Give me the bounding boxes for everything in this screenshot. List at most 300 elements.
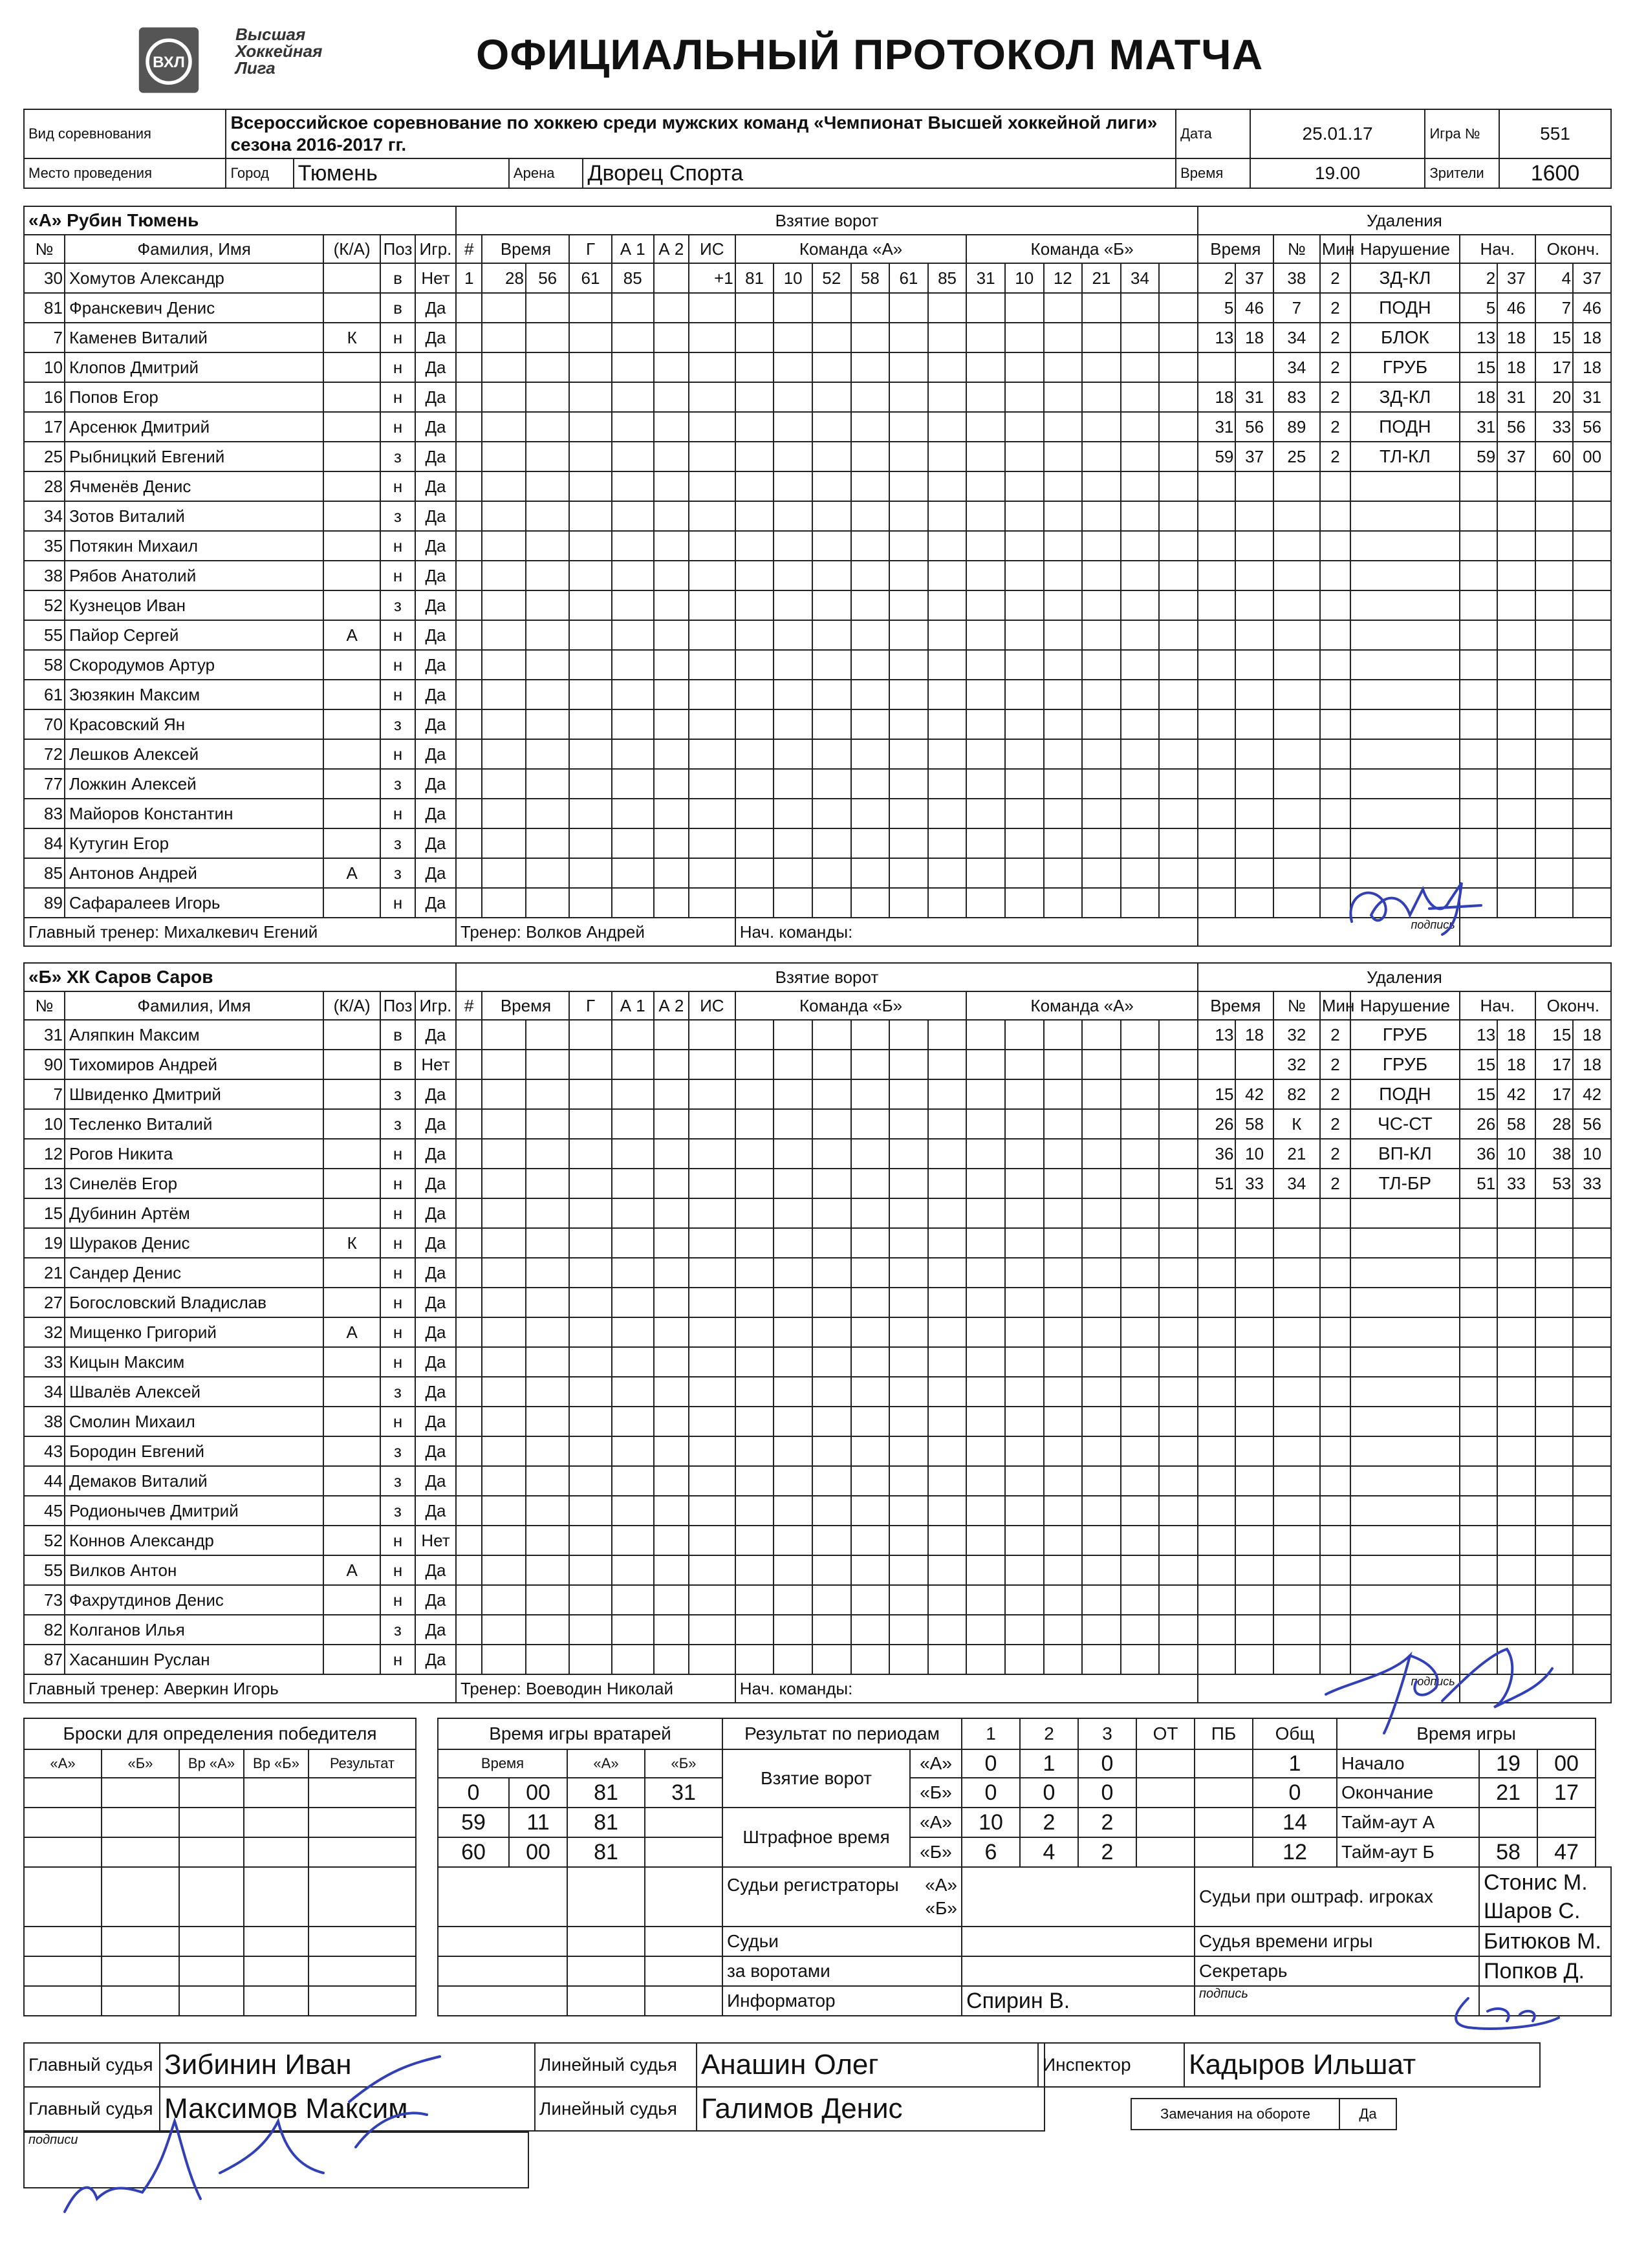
goal-scorer [569, 1555, 611, 1585]
col-goal-scorer: Г [569, 991, 611, 1020]
goal-assist-1 [612, 412, 654, 442]
col-situation: ИС [689, 991, 735, 1020]
goal-own-player [851, 1079, 890, 1109]
goal-own-player [735, 501, 774, 531]
goal-own-player [735, 1526, 774, 1555]
col-pen-violation: Нарушение [1350, 235, 1460, 263]
goal-own-player [889, 323, 928, 352]
goal-second [526, 1347, 569, 1377]
penalty-end-sec [1573, 1466, 1611, 1496]
penalty-start-min [1460, 1347, 1497, 1377]
goal-situation [689, 858, 735, 888]
goalie-row-2-b [645, 1808, 722, 1837]
goal-own-player [851, 1585, 890, 1615]
goal-assist-1 [612, 352, 654, 382]
goal-opp-player [1121, 323, 1160, 352]
goal-second [526, 1139, 569, 1169]
penalty-start-min [1460, 828, 1497, 858]
goal-opp-player [1044, 1079, 1083, 1109]
goal-minute [482, 1139, 525, 1169]
player-number: 89 [24, 888, 65, 918]
player-role [323, 293, 380, 323]
goal-opp-player [1121, 1079, 1160, 1109]
goal-index [456, 1496, 482, 1526]
goal-own-player [774, 1288, 812, 1317]
goal-assist-1 [612, 799, 654, 828]
penalty-minutes [1320, 1555, 1350, 1585]
goal-second [526, 1466, 569, 1496]
logo-text-line: Хоккейная [235, 41, 323, 61]
penalty-player [1273, 858, 1320, 888]
goal-own-player [812, 293, 851, 323]
player-role [323, 709, 380, 739]
penalty-minute: 18 [1198, 382, 1235, 412]
penalty-second [1235, 828, 1273, 858]
penalty-second [1235, 1526, 1273, 1555]
goal-minute [482, 293, 525, 323]
goal-assist-1 [612, 561, 654, 590]
goal-opp-player [1159, 382, 1198, 412]
goal-situation [689, 1347, 735, 1377]
penalty-start-sec [1497, 709, 1535, 739]
penalty-player [1273, 1317, 1320, 1347]
goal-own-player [774, 590, 812, 620]
penalty-end-min [1535, 1198, 1573, 1228]
penalty-minute: 36 [1198, 1139, 1235, 1169]
goal-own-player [735, 1347, 774, 1377]
goal-index [456, 828, 482, 858]
goal-own-player [812, 1109, 851, 1139]
penalty-minutes: 2 [1320, 323, 1350, 352]
player-role [323, 769, 380, 799]
penalty-minutes: 2 [1320, 352, 1350, 382]
goal-own-player [928, 1020, 967, 1050]
player-played: Да [415, 888, 456, 918]
goal-opp-player [1159, 828, 1198, 858]
goal-own-player [774, 858, 812, 888]
logo-text-line: Лига [235, 58, 276, 78]
goal-opp-player [1005, 442, 1044, 471]
player-role [323, 1020, 380, 1050]
penalty-player: 34 [1273, 352, 1320, 382]
penalty-start-sec [1497, 1407, 1535, 1436]
player-played: Да [415, 1347, 456, 1377]
goal-opp-player [1159, 1496, 1198, 1526]
penalty-player [1273, 1288, 1320, 1317]
goal-opp-player [1044, 323, 1083, 352]
goal-second [526, 858, 569, 888]
goal-opp-player [1121, 1228, 1160, 1258]
goal-opp-player [1159, 680, 1198, 709]
goal-index [456, 1288, 482, 1317]
goal-own-player [774, 323, 812, 352]
goal-own-player [774, 650, 812, 680]
goal-minute [482, 769, 525, 799]
penalty-violation: ГРУБ [1350, 352, 1460, 382]
goal-opp-player [1005, 1436, 1044, 1466]
player-name: Мищенко Григорий [65, 1317, 323, 1347]
player-number: 21 [24, 1258, 65, 1288]
goal-opp-player [1159, 352, 1198, 382]
player-role [323, 1347, 380, 1377]
table-row [24, 1079, 1611, 1109]
penalty-end-sec [1573, 1436, 1611, 1466]
player-number: 52 [24, 590, 65, 620]
penalties-header: Удаления [1198, 963, 1611, 991]
penalty-violation [1350, 709, 1460, 739]
goal-own-player [735, 1555, 774, 1585]
penalty-start-sec [1497, 680, 1535, 709]
goalie-row-3-a: 81 [567, 1837, 645, 1867]
goal-assist-2 [654, 1020, 689, 1050]
goal-own-player [812, 1436, 851, 1466]
game-time-title: Время игры [1337, 1718, 1596, 1749]
player-number: 87 [24, 1645, 65, 1674]
penalty-end-sec: 10 [1573, 1139, 1611, 1169]
player-name: Аляпкин Максим [65, 1020, 323, 1050]
goal-opp-player [966, 590, 1005, 620]
goal-own-player [735, 412, 774, 442]
penalty-minutes [1320, 799, 1350, 828]
player-number: 17 [24, 412, 65, 442]
goal-opp-player [1159, 620, 1198, 650]
penalty-minutes: 2 [1320, 1020, 1350, 1050]
goal-minute [482, 858, 525, 888]
goal-minute [482, 1555, 525, 1585]
goal-opp-player [1082, 888, 1121, 918]
goal-assist-2 [654, 858, 689, 888]
penalty-second [1235, 769, 1273, 799]
goal-own-player [851, 442, 890, 471]
referee-signatures-icon [52, 2044, 453, 2225]
penalty-player [1273, 1228, 1320, 1258]
player-position: з [380, 709, 415, 739]
player-position: н [380, 412, 415, 442]
goal-scorer [569, 1198, 611, 1228]
goal-situation [689, 323, 735, 352]
goal-opp-player [966, 650, 1005, 680]
penalty-minute [1198, 709, 1235, 739]
goal-own-player [851, 1466, 890, 1496]
goal-own-player [851, 828, 890, 858]
goal-opp-player [1159, 1169, 1198, 1198]
player-position: н [380, 561, 415, 590]
goal-index [456, 1317, 482, 1347]
goal-own-player [735, 1258, 774, 1288]
goal-own-player [928, 1526, 967, 1555]
penalty-end-sec: 18 [1573, 1020, 1611, 1050]
goal-index [456, 293, 482, 323]
goal-assist-2 [654, 1288, 689, 1317]
period-pim-a-3: 2 [1078, 1808, 1136, 1837]
penalty-minute: 15 [1198, 1079, 1235, 1109]
penalty-start-min: 51 [1460, 1169, 1497, 1198]
col-pen-start: Нач. [1460, 991, 1535, 1020]
player-played: Да [415, 858, 456, 888]
goal-opp-player [1082, 1288, 1121, 1317]
penalty-end-sec [1573, 1526, 1611, 1555]
goal-own-player [889, 501, 928, 531]
player-role [323, 680, 380, 709]
col-team-opp: Команда «А» [966, 991, 1198, 1020]
player-role [323, 1258, 380, 1288]
penalty-minutes [1320, 739, 1350, 769]
goal-second [526, 1109, 569, 1139]
penalty-minutes [1320, 1436, 1350, 1466]
penalty-violation [1350, 1198, 1460, 1228]
table-row [24, 531, 1611, 561]
player-played: Да [415, 1466, 456, 1496]
goal-opp-player [1005, 1555, 1044, 1585]
goal-assist-2 [654, 1585, 689, 1615]
goal-own-player [889, 382, 928, 412]
goal-opp-player [966, 1079, 1005, 1109]
penalty-end-min: 15 [1535, 323, 1573, 352]
goal-second [526, 1555, 569, 1585]
goal-scorer [569, 828, 611, 858]
goal-assist-2 [654, 620, 689, 650]
goal-opp-player [1005, 1288, 1044, 1317]
penalty-judges-label: Судьи при оштраф. игроках [1195, 1867, 1479, 1927]
penalty-start-sec: 10 [1497, 1139, 1535, 1169]
player-number: 27 [24, 1288, 65, 1317]
player-position: з [380, 442, 415, 471]
goal-own-player [735, 1198, 774, 1228]
goal-assist-1 [612, 1169, 654, 1198]
goal-assist-1 [612, 739, 654, 769]
player-number: 33 [24, 1347, 65, 1377]
goal-opp-player [1159, 858, 1198, 888]
goal-opp-player [1121, 888, 1160, 918]
goal-opp-player [1159, 590, 1198, 620]
goal-index [456, 1347, 482, 1377]
goal-minute [482, 1020, 525, 1050]
penalty-second: 10 [1235, 1139, 1273, 1169]
player-role: К [323, 323, 380, 352]
player-name: Родионычев Дмитрий [65, 1496, 323, 1526]
penalty-end-sec: 18 [1573, 1050, 1611, 1079]
penalty-minute [1198, 1228, 1235, 1258]
col-played: Игр. [415, 991, 456, 1020]
goal-opp-player [1082, 1317, 1121, 1347]
goal-minute [482, 650, 525, 680]
col-pos: Поз [380, 991, 415, 1020]
goal-own-player: 61 [889, 263, 928, 293]
goal-own-player [812, 1496, 851, 1526]
goal-minute [482, 828, 525, 858]
penalty-start-sec: 18 [1497, 323, 1535, 352]
col-assist-2: А 2 [654, 235, 689, 263]
player-name: Смолин Михаил [65, 1407, 323, 1436]
goal-second [526, 1317, 569, 1347]
goal-opp-player [1005, 888, 1044, 918]
goal-situation [689, 1020, 735, 1050]
goal-opp-player [966, 1466, 1005, 1496]
table-row [24, 709, 1611, 739]
player-name: Кицын Максим [65, 1347, 323, 1377]
penalty-minutes [1320, 620, 1350, 650]
goal-own-player [889, 1585, 928, 1615]
goal-own-player [774, 888, 812, 918]
goal-scorer [569, 799, 611, 828]
penalty-violation [1350, 739, 1460, 769]
goal-index [456, 412, 482, 442]
goal-own-player [774, 620, 812, 650]
penalty-start-sec [1497, 1317, 1535, 1347]
goal-opp-player [1044, 1317, 1083, 1347]
goal-own-player [928, 1198, 967, 1228]
col-team-opp: Команда «Б» [966, 235, 1198, 263]
goal-opp-player [1082, 1079, 1121, 1109]
goal-scorer [569, 352, 611, 382]
penalty-second [1235, 799, 1273, 828]
penalty-start-min [1460, 1228, 1497, 1258]
penalty-start-sec [1497, 1377, 1535, 1407]
player-name: Фахрутдинов Денис [65, 1585, 323, 1615]
goal-opp-player [1159, 1585, 1198, 1615]
goal-opp-player [1159, 650, 1198, 680]
player-role [323, 1526, 380, 1555]
penalty-second: 42 [1235, 1079, 1273, 1109]
penalty-start-min: 36 [1460, 1139, 1497, 1169]
player-played: Да [415, 352, 456, 382]
goal-opp-player [1159, 1377, 1198, 1407]
player-position: з [380, 1109, 415, 1139]
goal-assist-2 [654, 382, 689, 412]
goal-assist-1 [612, 1347, 654, 1377]
goal-own-player [928, 650, 967, 680]
goal-own-player [774, 442, 812, 471]
goal-opp-player: 34 [1121, 263, 1160, 293]
penalty-end-min: 53 [1535, 1169, 1573, 1198]
logo-abbr: ВХЛ [153, 54, 185, 71]
goal-assist-2 [654, 352, 689, 382]
goal-opp-player [966, 1645, 1005, 1674]
goal-opp-player [1044, 1050, 1083, 1079]
penalty-start-min [1460, 1466, 1497, 1496]
penalty-minute: 13 [1198, 323, 1235, 352]
goal-opp-player [1005, 858, 1044, 888]
penalty-minute [1198, 1526, 1235, 1555]
team-lead: Нач. команды: [735, 918, 1198, 946]
goal-opp-player [1159, 323, 1198, 352]
player-position: н [380, 1139, 415, 1169]
goal-assist-2 [654, 471, 689, 501]
goal-assist-2 [654, 1466, 689, 1496]
penalty-end-min [1535, 709, 1573, 739]
goal-second [526, 620, 569, 650]
header [23, 0, 1612, 97]
goal-own-player [928, 531, 967, 561]
player-played: Да [415, 1496, 456, 1526]
goal-index [456, 709, 482, 739]
goal-index [456, 323, 482, 352]
player-name: Шураков Денис [65, 1228, 323, 1258]
city-value: Тюмень [294, 158, 509, 188]
goal-own-player [889, 1198, 928, 1228]
goal-index [456, 590, 482, 620]
col-pen-time: Время [1198, 991, 1273, 1020]
penalty-second [1235, 471, 1273, 501]
player-played: Да [415, 828, 456, 858]
goal-assist-2 [654, 323, 689, 352]
player-played: Да [415, 1407, 456, 1436]
goal-opp-player [1044, 858, 1083, 888]
goal-opp-player [966, 1555, 1005, 1585]
goal-opp-player [966, 680, 1005, 709]
arena-label: Арена [509, 158, 583, 188]
period-goals-b-total: 0 [1253, 1778, 1337, 1808]
goal-opp-player [1005, 1496, 1044, 1526]
goal-own-player [812, 1020, 851, 1050]
goal-opp-player [1044, 1496, 1083, 1526]
player-played: Да [415, 1198, 456, 1228]
goal-situation [689, 1169, 735, 1198]
player-position: з [380, 1466, 415, 1496]
player-played: Да [415, 1169, 456, 1198]
penalty-minutes [1320, 590, 1350, 620]
goal-minute [482, 1407, 525, 1436]
penalty-minutes: 2 [1320, 412, 1350, 442]
goal-index [456, 561, 482, 590]
goal-opp-player [1121, 531, 1160, 561]
penalty-end-min [1535, 1288, 1573, 1317]
col-pen-min: Мин [1320, 235, 1350, 263]
goal-situation [689, 1645, 735, 1674]
goal-own-player [928, 323, 967, 352]
player-number: 45 [24, 1496, 65, 1526]
goal-own-player [774, 769, 812, 799]
goal-opp-player [1121, 799, 1160, 828]
goal-assist-2 [654, 1109, 689, 1139]
goal-own-player [889, 709, 928, 739]
penalty-player [1273, 1585, 1320, 1615]
goal-opp-player [1044, 1228, 1083, 1258]
goal-own-player [812, 1169, 851, 1198]
goal-opp-player [1159, 1407, 1198, 1436]
player-number: 10 [24, 352, 65, 382]
penalty-violation: БЛОК [1350, 323, 1460, 352]
head-coach: Главный тренер: Аверкин Игорь [24, 1674, 456, 1703]
player-role [323, 1377, 380, 1407]
logo-text-line: Высшая [235, 25, 306, 44]
penalties-header: Удаления [1198, 206, 1611, 235]
player-number: 34 [24, 1377, 65, 1407]
goal-own-player [812, 412, 851, 442]
penalty-minute [1198, 1555, 1235, 1585]
goal-own-player [928, 1496, 967, 1526]
penalty-end-sec [1573, 1377, 1611, 1407]
penalty-second [1235, 531, 1273, 561]
penalty-start-sec [1497, 471, 1535, 501]
goal-assist-2 [654, 828, 689, 858]
goal-opp-player [1044, 1139, 1083, 1169]
goalies-col-a: «А» [567, 1749, 645, 1778]
goal-opp-player [1005, 1020, 1044, 1050]
remarks-value: Да [1339, 2099, 1396, 2130]
venue-label: Место проведения [24, 158, 226, 188]
penalty-second [1235, 501, 1273, 531]
goal-scorer [569, 1228, 611, 1258]
goal-own-player [812, 858, 851, 888]
player-role [323, 1615, 380, 1645]
goal-opp-player [1082, 1526, 1121, 1555]
penalty-end-min [1535, 739, 1573, 769]
penalty-start-min [1460, 799, 1497, 828]
goal-scorer [569, 1407, 611, 1436]
player-name: Тихомиров Андрей [65, 1050, 323, 1079]
goal-opp-player [1005, 1377, 1044, 1407]
